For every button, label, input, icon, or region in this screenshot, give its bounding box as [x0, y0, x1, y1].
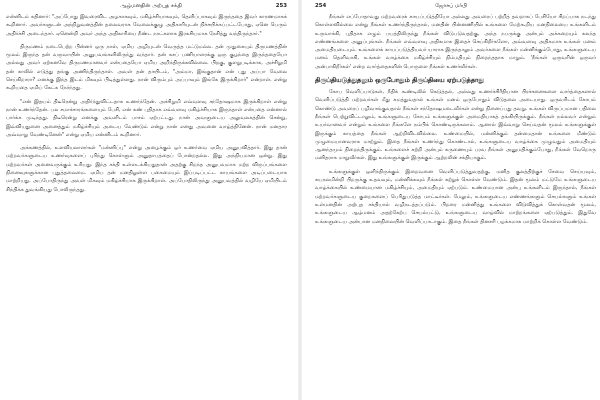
left-page — [0, 0, 293, 400]
left-paragraph-2: திருமணம் நடைபெற்ற பின்னர் ஒரு நாள், ஏமிய அழியுடன் வெருத்த மட்டுமல்ல. தன் முதுகையும் திருமணத்தின் மூலம் இருந்த தன் வருவாயின் அனுபவங்களிலிருந்து வந்தார். தன் கசப் பணியாளரக்கு ஒரு குழந்தை இருந்ததையோ அல்லது அவர் ஏற்கனவே திருமணமானவர் என்பதையோ ஏமிய அறிந்திருக்கவில்லை. பிறகு, குளறுபடிக்காக, அச்சிறுமி தன் காலில் எடுத்து தங்கு அணிந்திருந்தாள். அவள் தன் தாயிடம், "அம்மா, இங்குதான் என் புது அப்பா வேலை செய்கிறாரா? எனக்கு இந்த இடம் மிகவும் பிடித்துள்ளது. நான் விரும்பும் அப்பாவும் இங்கே இருக்கிறார்" என்றாள். என்று கூறியதை ஏமிய் கேட்க நேர்ந்தது. — [6, 43, 287, 92]
left-page-header — [6, 3, 287, 10]
right-paragraph-3: உங்களுக்குள் ஒளிந்திருக்கும் இறைவனை வெளிப்படுத்துவதற்கு, மனித குலத்திற்குச் சேவை செய்யவும், சுயநலமின்றி பிறருக்கு உதவவும், மன்னிக்கவும் நீங்கள் கற்றுக் கொள்ள வேண்டும். இதன் மூலம் மட்டுமே உங்களுடைய வாழ்க்கையில் உண்மையான மகிழ்ச்சியும், அமைதியும் ஏற்படும். உண்மையான அன்பு உங்களிடம் இருந்தால், நீங்கள் மற்றவர்களுடைய குறைகளைப் பெரிதுபடுத்த மாட்டீர்கள். மேலும், உங்களுடைய எண்ணங்களும் செயல்களும் உங்கள் உள்மனதின் அற்புத சக்தியால் வழிநடத்தப்படும். பிறரை மன்னித்து உங்களை விடுவித்துக் கொள்வதன் மூலம், உங்களுடைய ஆழ்மனம் அதற்கேற்ப செயல்பட்டு, உங்களுடைய வாழ்வில் மாற்றங்களை ஏற்படுத்தும். இதுவே உங்களுடைய அன்பான மனநிலையின் வெளிப்பாடாகும். இதை நீங்கள் தினசரி பழக்கமாக மாற்றிக் கொள்ள வேண்டும். — [315, 168, 596, 225]
right-paragraph-1: நீங்கள் எப்போதாவது மற்றவரைக் காயப்படுத்தியோ அல்லது அவரைப் பற்றித் தவறாகப் பேசியோ சிறப்பாக நடந்து கொள்ளவில்லை என்று நீங்கள் உணர்ந்திருந்தால், மனதின் பின்னணியில் உங்களை மேற்கூறிய மனநிலையை உங்களிடம் உருவாக்கி, புதிதாக எழும் பயத்திலிருந்து நீங்கள் விடுபடுவதற்கு, அந்த நபருக்கு அன்பும் அக்கறையும் கலந்த எண்ணங்களை அனுப்புங்கள். நீங்கள் எவ்வளவு அதிகமாக இதைச் செய்கிறீர்களோ, அவ்வளவு அதிகமாக உங்கள் மனம் அமைதியடையும். உங்களைக் காயப்படுத்தியவர் யாராக இருந்தாலும் அவர்களை நீங்கள் மன்னிக்கும்போது, உங்களுடைய மனம் தெளிவாகி, உங்கள் வாழ்க்கை மகிழ்ச்சியும் நிம்மதியும் நிறைந்ததாக மாறும். 'நீங்கள் ஒருவரின் ஒருவர் அன்பாகிறீர்கள்' என்ற வார்த்தைகளின் பொருளை நீங்கள் உணர்வீர்கள். — [315, 14, 596, 70]
right-page — [307, 0, 600, 400]
right-page-number: 254 — [315, 3, 327, 9]
section-heading: திருப்தியடுத்துதலும் ஒருபோதும் திருப்தியை ஏற்படுத்தாது — [315, 76, 484, 85]
book-gutter — [298, 0, 302, 400]
right-page-header — [315, 3, 596, 10]
left-paragraph-3: "என் இதயம் திடீரென்று அதிர்ந்துவிட்டதாக உணர்ந்தேன். அச்சிறுமி எவ்வளவு சந்தோஷமாக இருக்கிறாள் என்று நான் உணர்ந்தேன். பல சமாச்சாரங்களையும் பேசி, என் கண் புதிதாக எவ்வளவு மகிழ்ச்சியாக இருந்தாள் என்பதை என்னால் பார்க்க முடிந்தது. திடீரென்று எனக்கு அவளிடம் பாசம் ஏற்பட்டது. நான் அவளுடைய அலுவலகத்தின் சென்று, இவ்வியதுனை அனைத்தும் மகிழ்ச்சியும் அடைய வேண்டும் என்று நான் எனது அவனை வாழ்த்தினேன். நான் மனதார அவ்வாறு வேண்டினேன்" என்று ஏமிய என்னிடம் கூறினார். — [6, 98, 287, 138]
left-running-title: ஆழ்மனதின் அற்புத சக்தி — [119, 3, 182, 9]
right-paragraph-2: கோப வெளிப்பாடுகள், நீதிக் கூண்டிலில் கெடுத்தல், அல்லது உணர்ச்சிரீதியான பிரச்சனைகளை வார்த்தைகளால் வெளிப்படுத்தி மற்றவர்கள் மீது சுமத்துவதால் உங்கள் மனம் ஒருபோதும் விடுதலை அடையாது. ஒருவரிடம் கோபம் கொண்டு அவரைப் பழிவாங்குவதால் நீங்கள் சந்தோஷமடைவீர்கள் என்று நினைப்பது தவறு. உங்கள் விருப்பமான பதிலை நீங்கள் பெற்றுவிட்டாலும், உங்களுடைய கோபம் உங்களுக்குள் அமைதியாகத் தங்கியிருக்கும். நீங்கள் நல்லவர் என்றும் உயர்வானவர் என்றும் உங்களை நீங்களே நம்பிக் கொண்டிருக்கலாம். ஆனால் இவ்வாறு செய்வதன் மூலம் உங்களுக்குள் இருக்கும் காயத்தை நீங்கள் ஆற்றிவிடவில்லை. உண்மையில், மன்னிக்கும் தன்மைதான் உங்களை மீண்டும் முழுமையானவராக மாற்றும். இதை நீங்கள் உணர்ந்து கொண்டால், உங்களுடைய வாழ்க்கை முழுவதும் அமைதியும் ஆனந்தமும் நிறைந்திருக்கும். உங்களைச் சுற்றி அன்பும் கருணையும் பரவ நீங்கள் அனுமதிக்கும்போது, நீங்கள் வேறொரு மனிதராக மாறுவீர்கள். இது உங்களுக்குள் இருக்கும் ஆற்றலின் சக்தியாகும். — [315, 89, 596, 162]
right-running-title: ஜோசப் மர்பி — [435, 3, 468, 9]
left-paragraph-1: என்னிடம் கதினார்: "அப்போது இவரைவிட அழகாகவும், மகிழ்ச்சியாகவும், தெளிப்பாகவும் இருந்ததை இவர் காரணமாகக் கூறினார். அவர்களுடன் அந்நிறுவனத்தின் தலைவராக வேலைக்குழு அதிகாரியுடன் நிச்சயிக்கப்பட்டபோது, ஏனெ பெரும் அதிர்ச்சி அடைந்தார். ஏனென்றி அவர் அந்த அதிகாரியை நீண்ட நாட்களாக இரகசியமாக நேசித்து வந்திருந்தார்." — [6, 14, 287, 37]
left-page-number: 253 — [275, 3, 287, 9]
left-paragraph-4: அக்கணத்தில், உளவியலாளர்கள் "மன்னிப்பு" என்று அழைக்கும் ஒர் உணர்வை ஏமிய அனுபவித்தார். இது தான் மற்றவர்களுடைய உணர்வுகளைப் புரிந்து கொள்ளும் அனுதாபத்தைப் போன்றதல்ல. இது அந்நியமான ஒன்று. இது மற்றவர்கள் அனைவருக்கும் உரியது. இந்த சக்தி உள்ளடக்கியதுதான் அதற்கு சிறந்த அனுபவமாக மற்ற விருப்பங்களை நினைவுகளுக்கான புதுத்தலைமை. ஏமிய தன் மனதிலுள்ள பகைமையும் இப்படிப்பட்ட காயங்களை அடிப்படையாக மாற்றியது. அப்போதிருந்து அவள் மிகவும் மகிழ்ச்சியாக இருக்கிறாள். அப்போதிலிருந்து அனுபவத்தில் வழியே ஏமியிடம் சிந்திக்க துவங்கியது போலிருந்தது. — [6, 145, 287, 193]
